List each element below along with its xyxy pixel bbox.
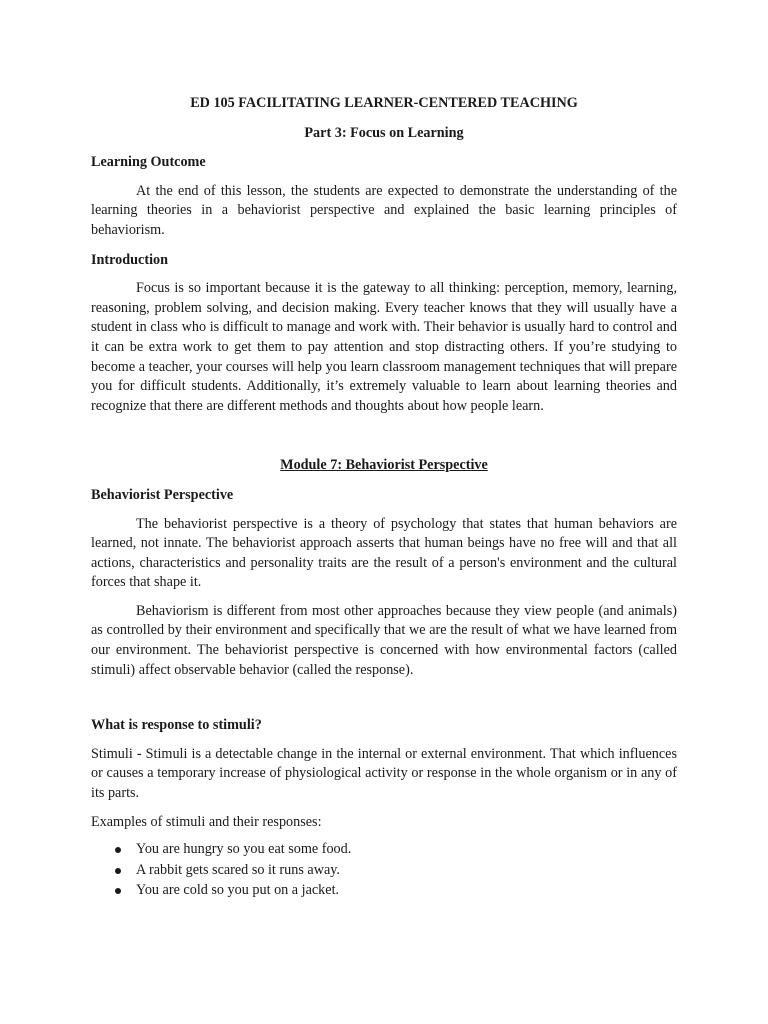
bullet-icon xyxy=(115,868,121,874)
learning-outcome-heading: Learning Outcome xyxy=(91,154,206,171)
bullet-icon xyxy=(115,888,121,894)
behaviorist-perspective-heading: Behaviorist Perspective xyxy=(91,486,234,503)
document-title: ED 105 FACILITATING LEARNER-CENTERED TEACHING xyxy=(190,95,578,111)
list-item xyxy=(91,881,677,901)
learning-outcome-paragraph: At the end of this lesson, the students are expected to demonstrate the understanding of the learning theories in a behaviorist perspective and explained the basic learning principles of behaviorism. xyxy=(91,182,677,238)
module-title: Module 7: Behaviorist Perspective xyxy=(280,457,488,474)
part-title: Part 3: Focus on Learning xyxy=(304,124,464,141)
behaviorist-paragraph-1: The behaviorist perspective is a theory of psychology that states that human behaviors are learned, not innate. The behaviorist approach asserts that human beings have no free will and that all actions, characteristics and personality traits are the result of a person's environment and the cultural forces that shape it. xyxy=(91,515,677,591)
introduction-paragraph: Focus is so important because it is the gateway to all thinking: perception, memory, learning, reasoning, problem solving, and decision making. Every teacher knows that they will usually have a student in class who is difficult to manage and work with. Their behavior is usually hard to control and it can be extra work to get them to pay attention and stop distracting others. If you’re studying to become a teacher, your courses will help you learn classroom management techniques that will prepare you for difficult students. Additionally, it’s extremely valuable to learn about learning theories and recognize that there are different methods and thoughts about how people learn. xyxy=(91,280,677,414)
list-item-text: You are hungry so you eat some food. xyxy=(136,841,352,858)
behaviorist-paragraph-2: Behaviorism is different from most other approaches because they view people (and animals) as controlled by their environment and specifically that we are the result of what we have learned from our environment. The behaviorist perspective is concerned with how environmental factors (called stimuli) affect observable behavior (called the response). xyxy=(91,602,677,678)
list-item xyxy=(91,840,677,860)
examples-list xyxy=(91,840,677,901)
list-item-text: You are cold so you put on a jacket. xyxy=(136,882,340,899)
list-item-text: A rabbit gets scared so it runs away. xyxy=(136,861,340,878)
bullet-icon xyxy=(115,847,121,853)
examples-intro: Examples of stimuli and their responses: xyxy=(91,813,322,830)
list-item xyxy=(91,861,677,881)
stimuli-heading: What is response to stimuli? xyxy=(91,717,262,734)
introduction-heading: Introduction xyxy=(91,251,168,268)
stimuli-definition: Stimuli - Stimuli is a detectable change in the internal or external environment. That which influences or causes a temporary increase of physiological activity or response in the whole organism or in any of its parts. xyxy=(91,745,677,802)
